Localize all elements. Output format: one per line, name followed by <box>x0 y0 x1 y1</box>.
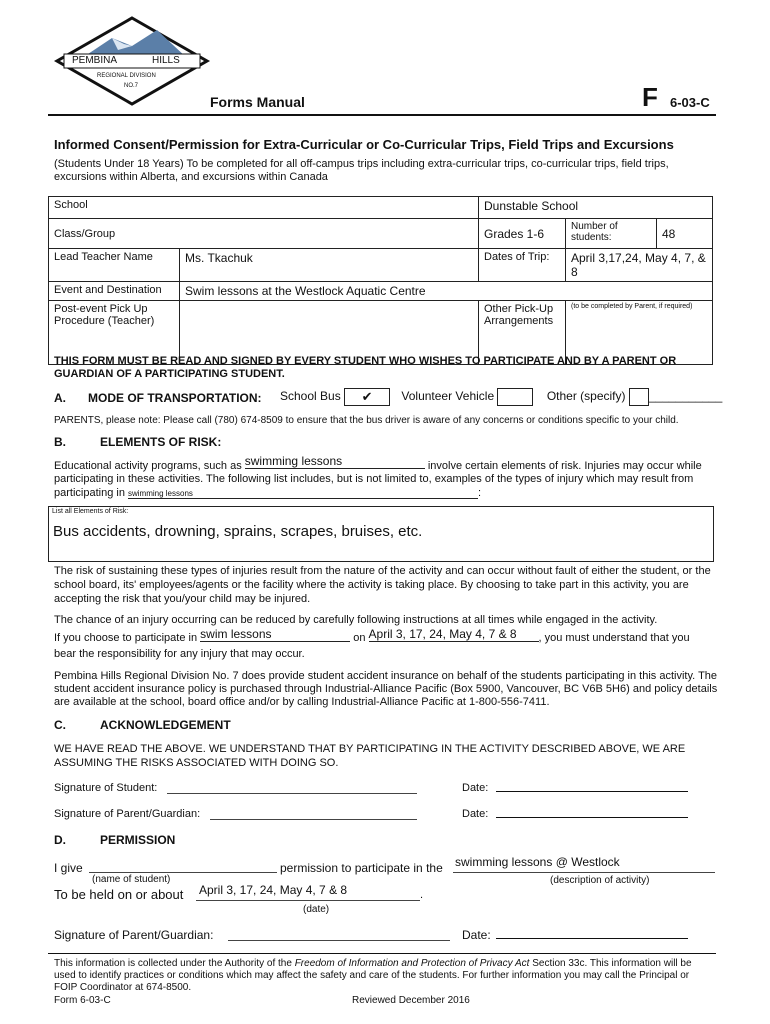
school-bus-label: School Bus <box>280 389 341 404</box>
parent-signature-line-d[interactable] <box>228 940 450 941</box>
event-value[interactable]: Swim lessons at the Westlock Aquatic Centre <box>180 282 713 301</box>
parent-date-label-c: Date: <box>462 808 489 820</box>
intro-line2: excursions within Alberta, and excursions within Canada <box>54 171 328 183</box>
section-d-letter: D. <box>54 833 66 847</box>
intro-line1: (Students Under 18 Years) To be completed for all off-campus trips including extra-curricular trips, co-curricular trips, field trips, <box>54 158 669 170</box>
parents-note: PARENTS, please note: Please call (780) 674-8509 to ensure that the bus driver is aware of any concerns or conditions specific to your child. <box>54 415 679 426</box>
risk-line3-activity: swimming lessons <box>128 489 193 498</box>
section-a-letter: A. <box>54 391 66 405</box>
logo-line2: REGIONAL DIVISION <box>97 73 156 79</box>
must-read-notice: THIS FORM MUST BE READ AND SIGNED BY EVERY STUDENT WHO WISHES TO PARTICIPATE AND BY A PARENT OR GUARDIAN OF A PARTICIPATING STUDENT. <box>54 355 677 380</box>
forms-manual-label: Forms Manual <box>210 94 305 110</box>
logo-name-right: HILLS <box>152 55 180 66</box>
footer-rule <box>48 953 716 954</box>
parent-note[interactable]: (to be completed by Parent, if required) <box>566 301 713 365</box>
risk-line1-post: involve certain elements of risk. Injuries may occur while <box>427 460 702 472</box>
insurance-paragraph: Pembina Hills Regional Division No. 7 does provide student accident insurance on behalf of the students participating in this activity. The student accident insurance policy is purchased through Industrial-Alliance Pacific (Box 5900, Vancouver, BC V6B 5H6) and policy details are available at the school, board office and/or by calling Industrial-Alliance Pacific at 1-800-556-7411. <box>54 670 718 708</box>
description-caption: (description of activity) <box>550 875 650 886</box>
risk-paragraph-1: The risk of sustaining these types of injuries result from the nature of the activity and can occur without fault of either the student, or the school board, its' employees/agents or the facility where the activity is taking place. By choosing to take part in this activity, you are accepting the risk that you/your child may be injured. <box>54 565 711 605</box>
number-label: Number of students: <box>566 219 657 249</box>
section-b-title: ELEMENTS OF RISK: <box>100 435 222 449</box>
choose-activity-field[interactable] <box>200 627 350 642</box>
parent-signature-label-d: Signature of Parent/Guardian: <box>54 928 214 942</box>
risk-paragraph-2: The chance of an injury occurring can be reduced by carefully following instructions at all times while engaged in the activity. <box>54 614 658 626</box>
name-caption: (name of student) <box>92 874 171 885</box>
footer-line1-pre: This information is collected under the Authority of the <box>54 958 295 969</box>
other-specify-line[interactable]: ___________ <box>648 389 723 404</box>
dates-label: Dates of Trip: <box>479 249 566 282</box>
logo <box>52 16 212 106</box>
volunteer-checkbox[interactable] <box>497 388 533 406</box>
student-signature-label: Signature of Student: <box>54 782 158 794</box>
held-date-field[interactable] <box>196 900 420 901</box>
parent-signature-label-c: Signature of Parent/Guardian: <box>54 808 201 820</box>
choose-post: , you must understand that you <box>538 632 690 644</box>
form-number: Form 6-03-C <box>54 995 111 1006</box>
other-checkbox[interactable] <box>629 388 649 406</box>
footer-line2: used to identify practices or conditions which may affect the safety and care of the students. For further information you may call the Principal or <box>54 970 690 981</box>
risk-line3 <box>54 487 481 499</box>
form-code-letter: F <box>642 82 658 112</box>
held-on-label: To be held on or about <box>54 887 184 902</box>
student-signature-line[interactable] <box>167 793 417 794</box>
form-code: 6-03-C <box>670 95 710 110</box>
trip-info-table <box>48 196 713 365</box>
parent-date-label-d: Date: <box>462 928 491 942</box>
risk-activity-value: swimming lessons <box>244 454 343 468</box>
activity-description-field[interactable] <box>453 872 715 873</box>
dates-value[interactable]: April 3,17,24, May 4, 7, & 8 <box>566 249 713 282</box>
logo-line3: NO.7 <box>124 83 139 89</box>
footer-line1-post: Section 33c. This information will be <box>529 958 692 969</box>
choose-dates-value: April 3, 17, 24, May 4, 7 & 8 <box>368 627 517 641</box>
date-caption: (date) <box>303 904 330 915</box>
risk-activity-field[interactable] <box>245 454 425 469</box>
other-pickup-label: Other Pick-Up Arrangements <box>479 301 566 365</box>
student-date-line[interactable] <box>496 791 688 792</box>
permission-label: permission to participate in the <box>280 861 443 875</box>
school-bus-checkbox[interactable]: ✔ <box>344 388 390 406</box>
held-period: . <box>420 889 424 901</box>
risk-list-label: List all Elements of Risk: <box>52 508 129 515</box>
student-date-label: Date: <box>462 782 489 794</box>
choose-pre: If you choose to participate in <box>54 632 198 644</box>
choose-line <box>54 627 690 645</box>
school-value[interactable]: Dunstable School <box>479 197 713 219</box>
risk-line1-pre: Educational activity programs, such as <box>54 460 242 472</box>
section-d-title: PERMISSION <box>100 833 176 847</box>
logo-name-left: PEMBINA <box>72 55 118 66</box>
section-c-title: ACKNOWLEDGEMENT <box>100 718 231 732</box>
parent-date-line-c[interactable] <box>496 817 688 818</box>
risk-line3-field[interactable] <box>128 489 478 499</box>
section-a-title: MODE OF TRANSPORTATION: <box>88 391 262 405</box>
risk-line1 <box>54 454 702 473</box>
school-label: School <box>49 197 479 219</box>
header-rule <box>48 114 716 116</box>
parent-signature-line-c[interactable] <box>210 819 417 820</box>
section-c-letter: C. <box>54 718 66 732</box>
student-name-line[interactable] <box>89 872 277 873</box>
transport-options <box>280 388 722 406</box>
number-value[interactable]: 48 <box>657 219 713 249</box>
volunteer-label: Volunteer Vehicle <box>401 389 495 404</box>
risk-line3-pre: participating in <box>54 487 125 499</box>
choose-line2: bear the responsibility for any injury that may occur. <box>54 648 305 660</box>
class-label: Class/Group <box>49 219 479 249</box>
risk-list-box[interactable] <box>48 506 714 562</box>
choose-on: on <box>353 632 366 644</box>
event-label: Event and Destination <box>49 282 180 301</box>
risk-line2: participating in these activities. The following list includes, but is not limited to, examples of the types of injury which may result from <box>54 473 694 485</box>
i-give-label: I give <box>54 861 83 875</box>
page-title: Informed Consent/Permission for Extra-Curricular or Co-Curricular Trips, Field Trips and Excursions <box>54 137 674 152</box>
choose-activity-value: swim lessons <box>200 627 272 641</box>
risk-line3-colon: : <box>478 487 482 499</box>
footer-line1 <box>54 958 692 969</box>
activity-description-value: swimming lessons @ Westlock <box>455 855 620 869</box>
parent-date-line-d[interactable] <box>496 938 688 939</box>
other-label: Other (specify) <box>546 389 626 404</box>
section-b-letter: B. <box>54 435 66 449</box>
teacher-label: Lead Teacher Name <box>49 249 180 282</box>
risk-list-value: Bus accidents, drowning, sprains, scrapes, bruises, etc. <box>53 523 423 540</box>
choose-dates-field[interactable] <box>369 627 539 642</box>
reviewed-date: Reviewed December 2016 <box>352 995 470 1006</box>
footer-line3: FOIP Coordinator at 674-8500. <box>54 982 192 993</box>
foip-act-name: Freedom of Information and Protection of Privacy Act <box>294 958 530 969</box>
pickup-label: Post-event Pick Up Procedure (Teacher) <box>49 301 180 365</box>
class-value[interactable]: Grades 1-6 <box>479 219 566 249</box>
acknowledgement-text: WE HAVE READ THE ABOVE. WE UNDERSTAND THAT BY PARTICIPATING IN THE ACTIVITY DESCRIBED ABOVE, WE ARE ASSUMING THE RISKS ASSOCIATED WITH DOING SO. <box>54 743 686 769</box>
held-date-value: April 3, 17, 24, May 4, 7 & 8 <box>199 883 348 897</box>
teacher-value[interactable]: Ms. Tkachuk <box>180 249 479 282</box>
